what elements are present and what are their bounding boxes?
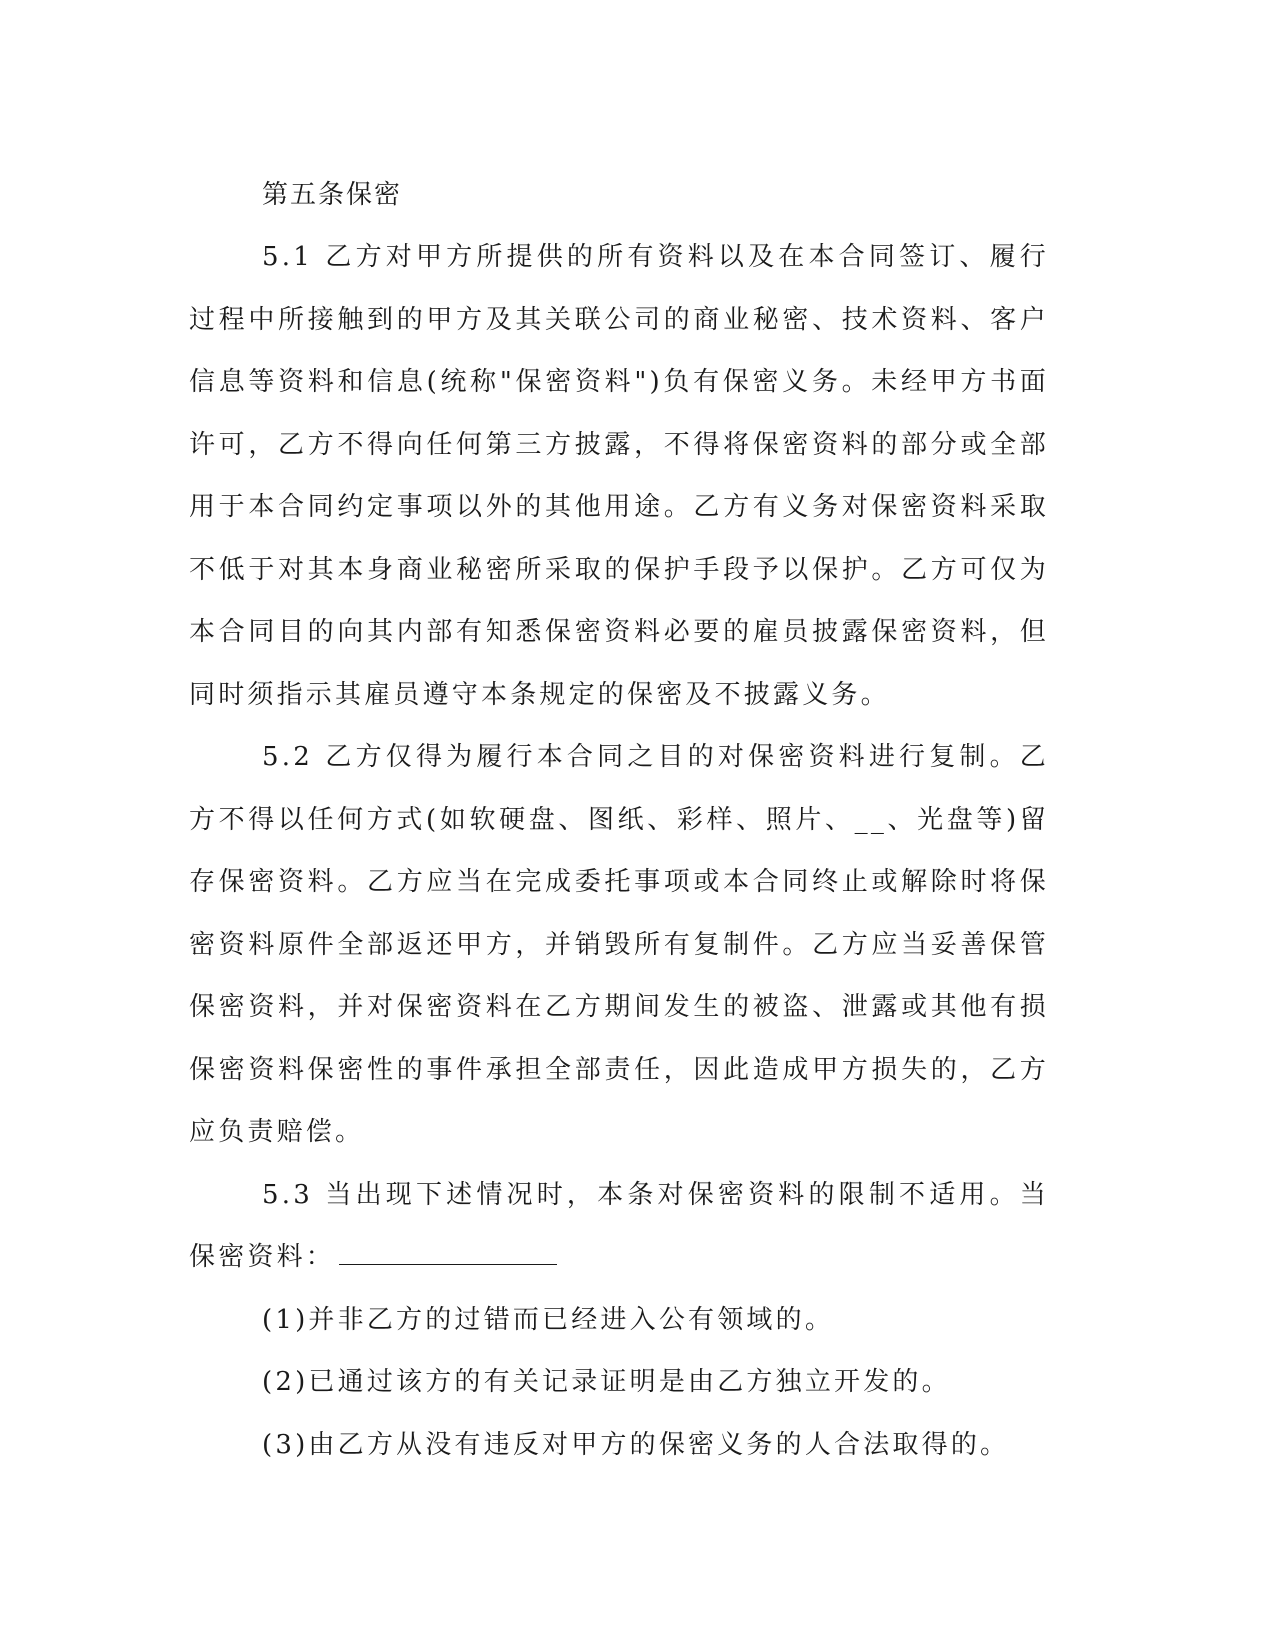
clause-5-1: 5.1 乙方对甲方所提供的所有资料以及在本合同签订、履行过程中所接触到的甲方及其关联公司的商业秘密、技术资料、客户信息等资料和信息(统称"保密资料")负有保密义务。未经甲方书面许可，乙方不得向任何第三方披露，不得将保密资料的部分或全部用于本合同约定事项以外的其他用途。乙方有义务对保密资料采取不低于对其本身商业秘密所采取的保护手段予以保护。乙方可仅为本合同目的向其内部有知悉保密资料必要的雇员披露保密资料，但同时须指示其雇员遵守本条规定的保密及不披露义务。 bbox=[189, 242, 1049, 710]
exception-item-2: (2)已通过该方的有关记录证明是由乙方独立开发的。 bbox=[262, 1367, 951, 1397]
section-heading: 第五条保密 bbox=[262, 180, 403, 210]
document-body bbox=[189, 164, 1049, 1476]
exception-item-3: (3)由乙方从没有违反对甲方的保密义务的人合法取得的。 bbox=[262, 1429, 1010, 1460]
exception-item-1: (1)并非乙方的过错而已经进入公有领域的。 bbox=[262, 1304, 835, 1335]
clause-5-3 bbox=[189, 1164, 1049, 1289]
clause-5-3-text: 5.3 当出现下述情况时，本条对保密资料的限制不适用。当保密资料： bbox=[189, 1179, 1049, 1272]
fill-in-blank-line bbox=[339, 1238, 557, 1265]
clause-5-2: 5.2 乙方仅得为履行本合同之目的对保密资料进行复制。乙方不得以任何方式(如软硬盘、图纸、彩样、照片、__、光盘等)留存保密资料。乙方应当在完成委托事项或本合同终止或解除时将保密资料原件全部返还甲方，并销毁所有复制件。乙方应当妥善保管保密资料，并对保密资料在乙方期间发生的被盗、泄露或其他有损保密资料保密性的事件承担全部责任，因此造成甲方损失的，乙方应负责赔偿。 bbox=[189, 742, 1049, 1147]
